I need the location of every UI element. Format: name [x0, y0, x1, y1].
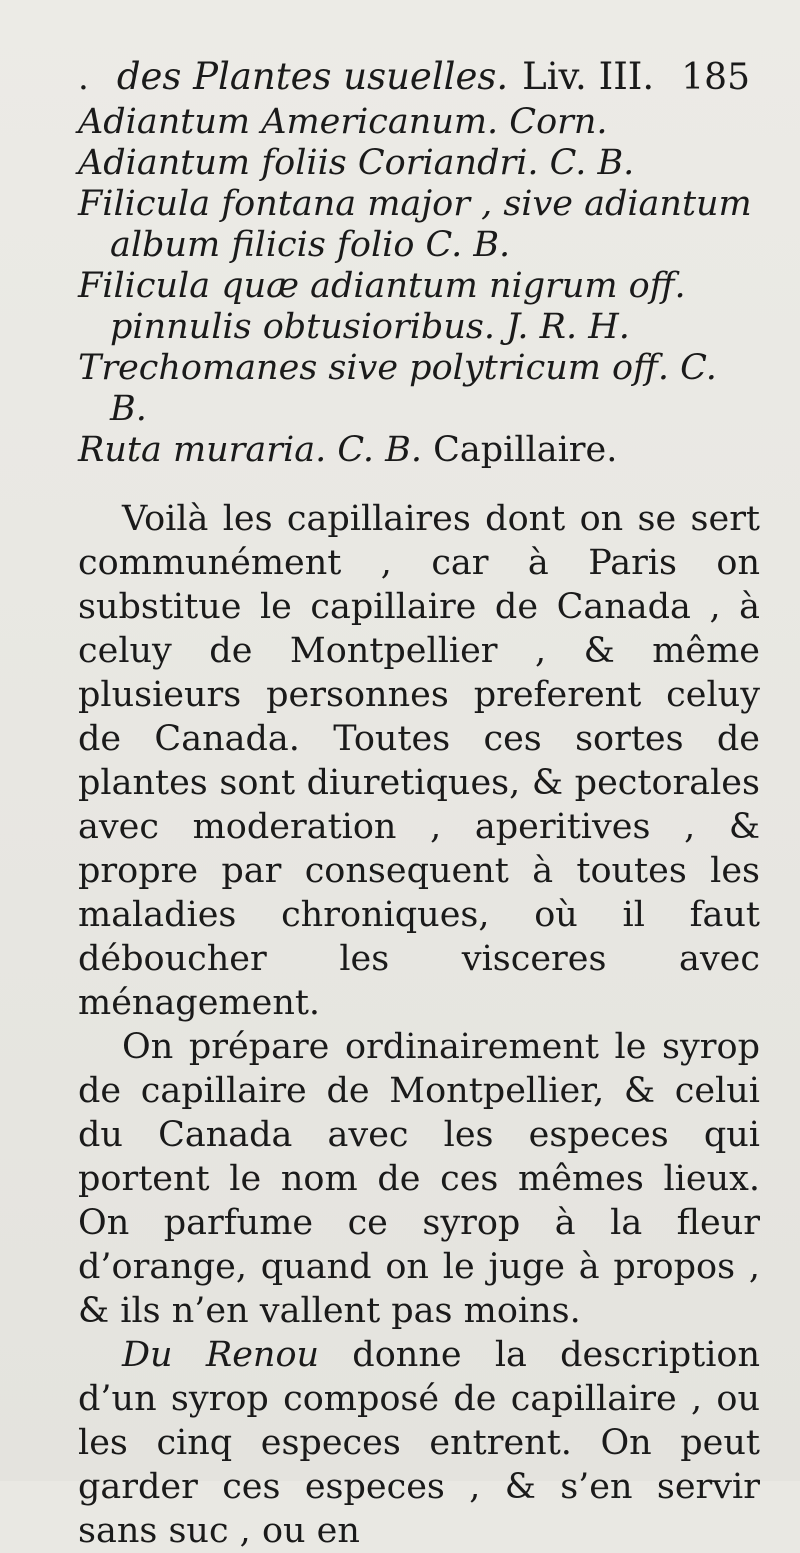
- running-title: des Plantes usuelles.: [116, 55, 509, 98]
- synonym-list: [78, 102, 760, 471]
- synonym-text: Adiantum Americanum. Corn.: [78, 102, 608, 142]
- author-name: Du Renou: [122, 1335, 320, 1375]
- body-paragraph: Voilà les capillaires dont on se sert communément , car à Paris on substitue le capillaire de Canada , à celuy de Montpellier , & même plusieurs personnes preferent celuy de Canada. Toutes ces sortes de plantes sont diuretiques, & pectorales avec moderation , aperitives , & propre par consequent à toutes les maladies chroniques, où il faut déboucher les visceres avec ménagement.: [78, 499, 760, 1023]
- synonym-entry: [78, 102, 760, 143]
- synonym-entry: [78, 430, 760, 471]
- synonym-text: Adiantum foliis Coriandri. C. B.: [78, 143, 635, 183]
- header-dot: .: [78, 58, 89, 98]
- common-name: Capillaire.: [433, 430, 618, 470]
- page-number: 185: [681, 57, 750, 98]
- running-header: [78, 55, 760, 98]
- body-paragraph: On prépare ordinairement le syrop de capillaire de Montpellier, & celui du Canada avec les especes qui portent le nom de ces mêmes lieux. On parfume ce syrop à la fleur d’orange, quand on le juge à propos , & ils n’en vallent pas moins.: [78, 1027, 760, 1331]
- book-number: Liv. III.: [522, 55, 655, 98]
- synonym-text: Trechomanes sive polytricum off. C. B.: [78, 348, 717, 429]
- running-header-left: [78, 55, 654, 98]
- synonym-entry: [78, 348, 760, 430]
- paragraph-text: donne la description d’un syrop composé de capillaire , ou les cinq especes entrent. On peut garder ces especes , & s’en servir sans suc , ou en: [78, 1335, 760, 1551]
- synonym-entry: [78, 266, 760, 348]
- synonym-entry: [78, 143, 760, 184]
- synonym-text: Filicula fontana major , sive adiantum album filicis folio C. B.: [78, 184, 752, 265]
- body-paragraph: [78, 1333, 760, 1553]
- synonym-text: Filicula quæ adiantum nigrum off. pinnulis obtusioribus. J. R. H.: [78, 266, 686, 347]
- synonym-entry: [78, 184, 760, 266]
- synonym-text: Ruta muraria. C. B.: [78, 430, 422, 470]
